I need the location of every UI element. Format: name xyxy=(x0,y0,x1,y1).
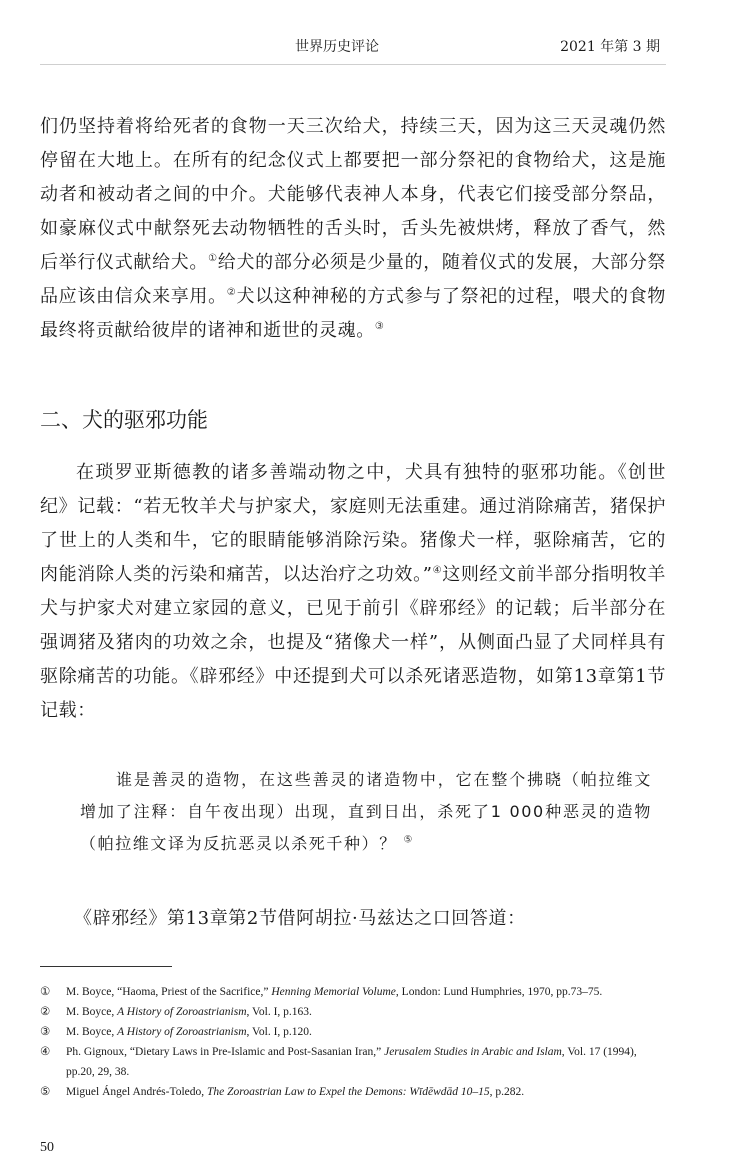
footnote-1 xyxy=(40,982,658,1002)
footnote-title: Jerusalem Studies in Arabic and Islam xyxy=(384,1046,562,1058)
section-heading: 二、犬的驱邪功能 xyxy=(40,408,208,432)
footnote-ref-5[interactable]: ⑤ xyxy=(403,834,415,846)
footnote-marker: ① xyxy=(40,986,51,998)
text-run: 犬以这种神秘的方式参与了祭祀的过程，喂犬的食物最终将贡献给彼岸的诸神和逝世的灵魂。 xyxy=(40,286,666,341)
footnote-text: , Vol. I, p.163. xyxy=(246,1006,312,1018)
text-run: 们仍坚持着将给死者的食物一天三次给犬，持续三天，因为这三天灵魂仍然停留在大地上。在所有的纪念仪式上都要把一部分祭祀的食物给犬，这是施动者和被动者之间的中介。犬能够代表神人本身，代表它们接受部分祭品，如豪麻仪式中献祭死去动物牺牲的舌头时，舌头先被烘烤，释放了香气，然后举行仪式献给犬。 xyxy=(40,116,666,273)
quote-text: 谁是善灵的造物，在这些善灵的诸造物中，它在整个拂晓（帕拉维文增加了注释：自午夜出现）出现，直到日出，杀死了1 000种恶灵的造物（帕拉维文译为反抗恶灵以杀死千种）？ xyxy=(80,770,652,853)
footnote-title: A History of Zoroastrianism xyxy=(117,1006,247,1018)
footnote-title: A History of Zoroastrianism xyxy=(117,1026,247,1038)
paragraph-section-2 xyxy=(40,456,666,728)
footnote-2 xyxy=(40,1002,658,1022)
footnote-ref-4[interactable]: ④ xyxy=(432,565,443,576)
running-header xyxy=(0,36,746,60)
footnote-marker: ⑤ xyxy=(40,1086,51,1098)
footnote-3 xyxy=(40,1022,658,1042)
footnote-text: M. Boyce, xyxy=(66,1026,118,1038)
text-run: 这则经文前半部分指明牧羊犬与护家犬对建立家园的意义，已见于前引《辟邪经》的记载；后半部分在强调猪及猪肉的功效之余，也提及“猪像犬一样”，从侧面凸显了犬同样具有驱除痛苦的功能。《辟邪经》中还提到犬可以杀死诸恶造物，如第13章第1节记载： xyxy=(40,564,666,721)
footnote-ref-1[interactable]: ① xyxy=(208,253,218,264)
footnote-ref-3[interactable]: ③ xyxy=(374,321,385,332)
issue-label: 2021 年第 3 期 xyxy=(560,39,660,55)
footnotes xyxy=(40,982,658,1102)
footnote-text: , Vol. I, p.120. xyxy=(246,1026,312,1038)
footnote-text: , Vol. 17 (1994), pp.20, 29, 38. xyxy=(66,1046,637,1078)
footnote-text: M. Boyce, “Haoma, Priest of the Sacrifice,” xyxy=(66,986,272,998)
footnote-text: , London: Lund Humphries, 1970, pp.73–75. xyxy=(395,986,603,998)
text-run: 在琐罗亚斯德教的诸多善端动物之中，犬具有独特的驱邪功能。《创世纪》记载：“若无牧羊犬与护家犬，家庭则无法重建。通过消除痛苦，猪保护了世上的人类和牛，它的眼睛能够消除污染。猪像犬一样，驱除痛苦，它的肉能消除人类的污染和痛苦，以达治疗之功效。” xyxy=(40,462,666,585)
footnote-ref-2[interactable]: ② xyxy=(226,287,237,298)
block-quote xyxy=(80,764,652,860)
journal-title: 世界历史评论 xyxy=(295,39,379,55)
page-number: 50 xyxy=(40,1140,54,1155)
footnote-text: Miguel Ángel Andrés-Toledo, xyxy=(66,1086,208,1098)
footnote-marker: ③ xyxy=(40,1026,51,1038)
paragraph-answer-intro: 《辟邪经》第13章第2节借阿胡拉·马兹达之口回答道： xyxy=(74,908,526,929)
footnote-text: , p.282. xyxy=(489,1086,525,1098)
footnote-separator xyxy=(40,966,172,967)
footnote-text: M. Boyce, xyxy=(66,1006,118,1018)
footnote-4 xyxy=(40,1042,658,1082)
paragraph-continued xyxy=(40,110,666,348)
footnote-text: Ph. Gignoux, “Dietary Laws in Pre-Islamic and Post-Sasanian Iran,” xyxy=(66,1046,385,1058)
footnote-title: Henning Memorial Volume xyxy=(271,986,396,998)
footnote-marker: ④ xyxy=(40,1046,51,1058)
footnote-marker: ② xyxy=(40,1006,51,1018)
footnote-title: The Zoroastrian Law to Expel the Demons: Wīdēwdād 10–15 xyxy=(207,1086,490,1098)
header-rule xyxy=(40,64,666,65)
footnote-5 xyxy=(40,1082,658,1102)
text-run: 给犬的部分必须是少量的，随着仪式的发展，大部分祭品应该由信众来享用。 xyxy=(40,252,666,307)
